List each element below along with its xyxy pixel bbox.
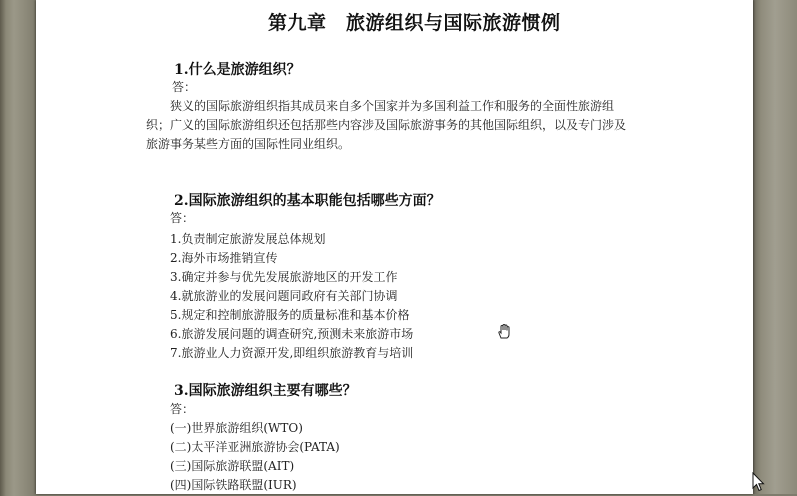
- section-3-list-item: (四)国际铁路联盟(IUR): [170, 478, 297, 492]
- chapter-title: 第九章 旅游组织与国际旅游惯例: [268, 12, 561, 34]
- viewer-background-right: [753, 0, 797, 494]
- arrow-cursor-icon: [752, 472, 766, 492]
- section-3-list-item: (二)太平洋亚洲旅游协会(PATA): [170, 440, 340, 454]
- section-2-list-item: 4.就旅游业的发展问题同政府有关部门协调: [170, 289, 398, 303]
- section-3-list-item: (三)国际旅游联盟(AIT): [170, 459, 295, 473]
- section-2-list-item: 1.负责制定旅游发展总体规划: [170, 232, 326, 246]
- section-3-question: 3.国际旅游组织主要有哪些？: [174, 383, 357, 399]
- section-2-list-item: 3.确定并参与优先发展旅游地区的开发工作: [170, 270, 398, 284]
- section-1-paragraph-line: 狭义的国际旅游组织指其成员来自多个国家并为多国利益工作和服务的全面性旅游组: [170, 99, 615, 113]
- section-2-answer-label: 答：: [170, 211, 195, 225]
- section-1-answer-label: 答：: [172, 80, 197, 94]
- section-2-list-item: 2.海外市场推销宣传: [170, 251, 278, 265]
- section-1-paragraph-line: 旅游事务某些方面的国际性同业组织。: [146, 137, 351, 151]
- section-1-paragraph-line: 织；广义的国际旅游组织还包括那些内容涉及国际旅游事务的其他国际组织，以及专门涉及: [146, 118, 627, 132]
- section-2-list-item: 6.旅游发展问题的调查研究,预测未来旅游市场: [170, 327, 414, 341]
- section-3-list-item: (一)世界旅游组织(WTO): [170, 421, 303, 435]
- section-3-answer-label: 答：: [170, 402, 195, 416]
- document-page[interactable]: [36, 0, 753, 494]
- section-2-list-item: 7.旅游业人力资源开发,即组织旅游教育与培训: [170, 346, 414, 360]
- hand-pointer-icon: [495, 322, 513, 340]
- section-1-question: 1.什么是旅游组织？: [174, 62, 301, 78]
- section-2-list-item: 5.规定和控制旅游服务的质量标准和基本价格: [170, 308, 410, 322]
- section-2-question: 2.国际旅游组织的基本职能包括哪些方面？: [174, 193, 441, 209]
